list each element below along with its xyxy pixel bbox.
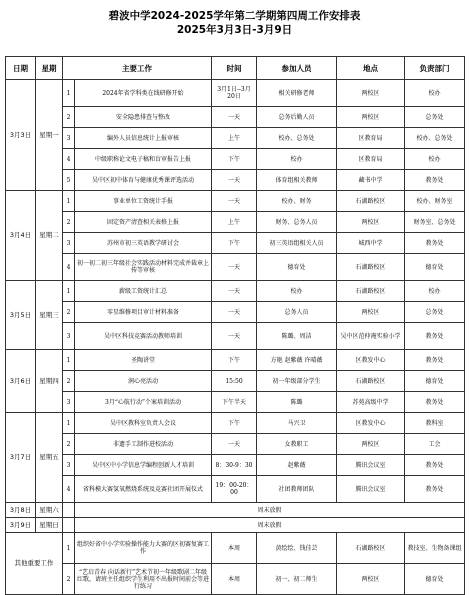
task-place: 两校区	[337, 564, 405, 595]
task-place: 腾讯会议室	[337, 476, 405, 503]
task-time: 8：30-9：30	[212, 455, 257, 476]
task-place: 两校区	[337, 107, 405, 128]
task-people: 马兴卫	[257, 413, 337, 434]
empty-cell	[63, 518, 75, 533]
task-description: 编外人员信息统计上报审核	[75, 128, 212, 149]
table-row	[6, 302, 465, 323]
task-time: 下午	[212, 413, 257, 434]
task-dept: 教技室、生物备课组	[405, 533, 465, 564]
task-number: 3	[63, 323, 75, 350]
task-dept: 教务处	[405, 455, 465, 476]
task-time: 本周	[212, 564, 257, 595]
task-place: 石湖路校区	[337, 533, 405, 564]
task-dept: 德育处	[405, 254, 465, 281]
task-number: 2	[63, 107, 75, 128]
table-row	[6, 80, 465, 107]
task-number: 4	[63, 149, 75, 170]
table-row	[6, 476, 465, 503]
task-dept: 校办、总务处	[405, 128, 465, 149]
table-row	[6, 254, 465, 281]
task-time: 下午	[212, 233, 257, 254]
table-row	[6, 455, 465, 476]
task-dept: 校办、财务室	[405, 191, 465, 212]
task-description: 事业单位工资统计手报	[75, 191, 212, 212]
column-header-weekday: 星期	[36, 57, 63, 80]
task-people: 初一年级部分学生	[257, 371, 337, 392]
task-number: 1	[63, 281, 75, 302]
date-cell: 3月3日	[6, 80, 36, 191]
date-cell: 3月6日	[6, 350, 36, 413]
task-people: 相关研修老师	[257, 80, 337, 107]
task-place: 石湖路校区	[337, 371, 405, 392]
table-row	[6, 128, 465, 149]
table-row	[6, 212, 465, 233]
task-people: 社团教师团队	[257, 476, 337, 503]
table-row	[6, 371, 465, 392]
task-people: 方艳 赵紫薇 许晴薇	[257, 350, 337, 371]
task-description: 2024年省学科类在线研修开始	[75, 80, 212, 107]
task-time: 19：00-20：00	[212, 476, 257, 503]
table-row	[6, 350, 465, 371]
task-people: 校办	[257, 149, 337, 170]
task-place: 区教发中心	[337, 350, 405, 371]
task-time: 一天	[212, 254, 257, 281]
task-number: 3	[63, 455, 75, 476]
task-place: 苏苑高级中学	[337, 392, 405, 413]
task-number: 5	[63, 170, 75, 191]
table-row	[6, 191, 465, 212]
task-dept: 教务处	[405, 350, 465, 371]
date-cell: 3月8日	[6, 503, 36, 518]
task-place: 两校区	[337, 302, 405, 323]
task-time: 15:50	[212, 371, 257, 392]
weekday-cell: 星期一	[36, 80, 63, 191]
task-time: 一天	[212, 170, 257, 191]
task-description: 苏州市初三英语教学研讨会	[75, 233, 212, 254]
task-people: 初三英语组相关人员	[257, 233, 337, 254]
empty-cell	[63, 503, 75, 518]
task-time: 上午	[212, 128, 257, 149]
weekday-cell: 星期二	[36, 191, 63, 281]
task-number: 2	[63, 434, 75, 455]
task-number: 1	[63, 80, 75, 107]
task-place: 藏书中学	[337, 170, 405, 191]
task-dept: 校办	[405, 281, 465, 302]
task-dept: 校办	[405, 149, 465, 170]
task-description: 润心亮活动	[75, 371, 212, 392]
task-number: 4	[63, 254, 75, 281]
task-description: 省科模大赛氢氧燃烧系统及竞赛社团开展仪式	[75, 476, 212, 503]
task-place: 区教育局	[337, 128, 405, 149]
table-row	[6, 413, 465, 434]
task-number: 2	[63, 564, 75, 595]
task-dept: 教务处	[405, 476, 465, 503]
task-people: 女教职工	[257, 434, 337, 455]
task-description: 初一初二初三年级社会实践活动材料完成并裁章上传等审核	[75, 254, 212, 281]
weekday-cell: 星期六	[36, 503, 63, 518]
task-people: 德育处	[257, 254, 337, 281]
task-time: 3月1日--3月20日	[212, 80, 257, 107]
task-description: 吴中区中小学信息学编程创新人才培训	[75, 455, 212, 476]
task-time: 一天	[212, 302, 257, 323]
task-place: 城西中学	[337, 233, 405, 254]
column-header-people: 参加人员	[257, 57, 337, 80]
task-dept: 总务处	[405, 107, 465, 128]
weekday-cell: 星期三	[36, 281, 63, 350]
column-header-date: 日期	[6, 57, 36, 80]
task-place: 石湖路校区	[337, 254, 405, 281]
task-place: 石湖路校区	[337, 281, 405, 302]
task-number: 2	[63, 302, 75, 323]
task-description: 零星维修项目审计材料准备	[75, 302, 212, 323]
task-people: 体育组相关教师	[257, 170, 337, 191]
weekday-cell: 星期五	[36, 413, 63, 503]
task-dept: 工会	[405, 434, 465, 455]
task-people: 陈璐、周洁	[257, 323, 337, 350]
task-people: 校办	[257, 281, 337, 302]
task-time: 上午	[212, 212, 257, 233]
date-cell: 3月4日	[6, 191, 36, 281]
task-description: 安全隐患排查与整改	[75, 107, 212, 128]
column-header-place: 地点	[337, 57, 405, 80]
task-place: 两校区	[337, 80, 405, 107]
weekend-note: 周末放假	[75, 518, 465, 533]
table-row	[6, 170, 465, 191]
task-time: 一天	[212, 107, 257, 128]
table-row	[6, 281, 465, 302]
table-row	[6, 149, 465, 170]
task-number: 1	[63, 413, 75, 434]
task-people: 财务、总务人员	[257, 212, 337, 233]
task-dept: 教务处	[405, 323, 465, 350]
task-people: 总务人员	[257, 302, 337, 323]
task-number: 4	[63, 476, 75, 503]
task-place: 两校区	[337, 434, 405, 455]
task-description: 非遗手工制作进校活动	[75, 434, 212, 455]
task-place: 两校区	[337, 212, 405, 233]
task-people: 初一、初二师生	[257, 564, 337, 595]
task-description: “艺启青春 向话新行”艺术节初一年级歌剧二年级红歌，请班主任组织学生利用不出报时间前会等进行练习	[75, 564, 212, 595]
table-row	[6, 323, 465, 350]
task-place: 腾讯会议室	[337, 455, 405, 476]
task-description: 3月“心航行动”个案培训活动	[75, 392, 212, 413]
task-description: 中级职称论文电子稿和盲审报告上报	[75, 149, 212, 170]
table-row	[6, 533, 465, 564]
weekend-note: 周末放假	[75, 503, 465, 518]
column-header-task: 主要工作	[63, 57, 212, 80]
task-time: 本周	[212, 533, 257, 564]
other-work-label: 其他重要工作	[6, 533, 63, 595]
task-time: 一天	[212, 281, 257, 302]
task-dept: 教务处	[405, 233, 465, 254]
task-time: 下午	[212, 149, 257, 170]
task-time: 一天	[212, 191, 257, 212]
page-title: 碧波中学2024-2025学年第二学期第四周工作安排表	[108, 10, 361, 22]
task-time: 下午	[212, 350, 257, 371]
date-cell: 3月7日	[6, 413, 36, 503]
column-header-time: 时间	[212, 57, 257, 80]
task-people: 校办、财务	[257, 191, 337, 212]
table-row	[6, 518, 465, 533]
task-description: 薪级工资统计汇总	[75, 281, 212, 302]
table-header-row	[6, 57, 465, 80]
task-number: 1	[63, 191, 75, 212]
task-place: 区教育局	[337, 149, 405, 170]
task-description: 吴中区科技竞赛活动教师培训	[75, 323, 212, 350]
task-people: 陈璐	[257, 392, 337, 413]
table-row	[6, 107, 465, 128]
date-cell: 3月5日	[6, 281, 36, 350]
weekday-cell: 星期日	[36, 518, 63, 533]
task-time: 一天	[212, 434, 257, 455]
task-number: 2	[63, 212, 75, 233]
weekday-cell: 星期四	[36, 350, 63, 413]
schedule-table	[5, 56, 465, 595]
date-cell: 3月9日	[6, 518, 36, 533]
table-row	[6, 564, 465, 595]
task-number: 3	[63, 233, 75, 254]
task-dept: 德育处	[405, 564, 465, 595]
task-dept: 校办	[405, 80, 465, 107]
task-place: 吴中区范仲淹实验小学	[337, 323, 405, 350]
task-number: 1	[63, 350, 75, 371]
task-time: 一天	[212, 323, 257, 350]
task-place: 石湖路校区	[337, 191, 405, 212]
task-dept: 教务处	[405, 392, 465, 413]
task-number: 1	[63, 533, 75, 564]
task-dept: 财务室、总务处	[405, 212, 465, 233]
task-time: 下午半天	[212, 392, 257, 413]
task-people: 总务后勤人员	[257, 107, 337, 128]
table-row	[6, 392, 465, 413]
date-range-subtitle: 2025年3月3日-3月9日	[176, 24, 293, 36]
task-description: 圣陶讲堂	[75, 350, 212, 371]
task-dept: 德育处	[405, 371, 465, 392]
table-row	[6, 434, 465, 455]
table-row	[6, 233, 465, 254]
task-number: 3	[63, 128, 75, 149]
table-row	[6, 503, 465, 518]
task-description: 组织好省中小学实验操作能力大赛的区初赛复赛工作	[75, 533, 212, 564]
task-dept: 教务处	[405, 170, 465, 191]
task-number: 2	[63, 371, 75, 392]
column-header-dept: 负责部门	[405, 57, 465, 80]
task-description: 固定资产清查相关表格上报	[75, 212, 212, 233]
task-people: 黄绘绘、钱佳芸	[257, 533, 337, 564]
task-place: 区教发中心	[337, 413, 405, 434]
task-people: 校办、总务处	[257, 128, 337, 149]
task-description: 吴中区初中体育与健康优秀课评选活动	[75, 170, 212, 191]
task-people: 赵紫薇	[257, 455, 337, 476]
task-description: 吴中区教科室负责人会议	[75, 413, 212, 434]
task-dept: 总务处	[405, 302, 465, 323]
task-number: 3	[63, 392, 75, 413]
task-dept: 教科室	[405, 413, 465, 434]
